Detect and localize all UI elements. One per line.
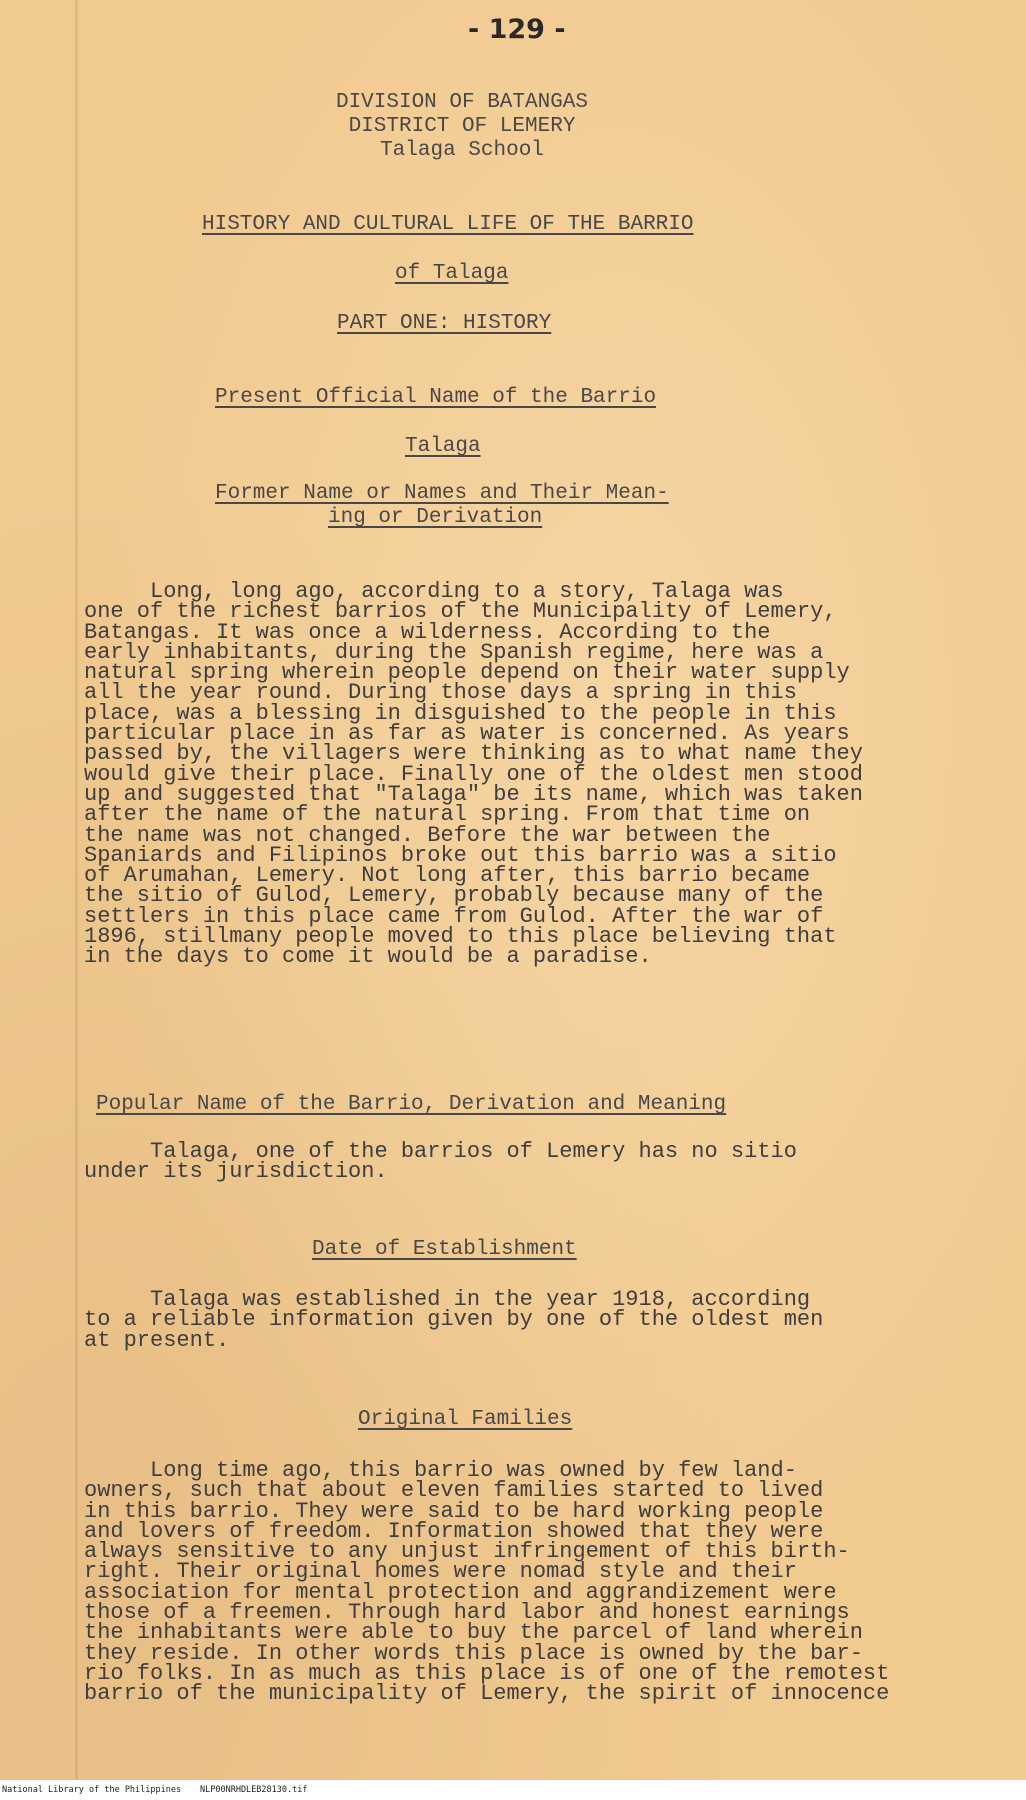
text-line: owners, such that about eleven families started to lived bbox=[84, 1478, 824, 1504]
official-name-heading: Present Official Name of the Barrio bbox=[215, 386, 657, 409]
footer-library: National Library of the Philippines bbox=[2, 1785, 182, 1795]
scan-footer bbox=[0, 1780, 1026, 1800]
text-line: Spaniards and Filipinos broke out this barrio was a sitio bbox=[84, 842, 837, 868]
text-line: they reside. In other words this place is owned by the bar- bbox=[84, 1640, 863, 1666]
families-heading: Original Families bbox=[358, 1408, 573, 1431]
part-one-title: PART ONE: HISTORY bbox=[337, 312, 552, 335]
former-name-heading-line1: Former Name or Names and Their Mean- bbox=[215, 482, 669, 505]
text-line: all the year round. During those days a spring in this bbox=[84, 680, 797, 706]
page-number: - 129 - bbox=[468, 14, 566, 45]
former-name-heading-line2: ing or Derivation bbox=[328, 506, 543, 529]
footer-file: NLP00NRHDLEB28130.tif bbox=[200, 1785, 308, 1795]
former-name-paragraph bbox=[84, 579, 1004, 970]
text-line: one of the richest barrios of the Municipality of Lemery, bbox=[84, 599, 837, 625]
text-line: after the name of the natural spring. From that time on bbox=[84, 802, 811, 828]
text-line: passed by, the villagers were thinking as to what name they bbox=[84, 741, 863, 767]
text-line: Talaga was established in the year 1918, according bbox=[84, 1287, 811, 1312]
text-line: Talaga, one of the barrios of Lemery has no sitio bbox=[84, 1139, 797, 1164]
popular-name-paragraph bbox=[84, 1139, 1004, 1185]
official-name-value: Talaga bbox=[405, 435, 481, 458]
text-line: in this barrio. They were said to be hard working people bbox=[84, 1498, 824, 1524]
text-line: those of a freemen. Through hard labor and honest earnings bbox=[84, 1600, 850, 1626]
text-line: right. Their original homes were nomad style and their bbox=[84, 1559, 797, 1585]
text-line: of Arumahan, Lemery. Not long after, this barrio became bbox=[84, 863, 811, 889]
families-paragraph bbox=[84, 1458, 1004, 1707]
date-paragraph bbox=[84, 1287, 1004, 1353]
text-line: association for mental protection and aggrandizement were bbox=[84, 1579, 837, 1605]
page-fold-shadow bbox=[75, 0, 78, 1780]
text-line: to a reliable information given by one of the oldest men bbox=[84, 1307, 824, 1333]
text-line: settlers in this place came from Gulod. After the war of bbox=[84, 903, 824, 929]
text-line: would give their place. Finally one of the oldest men stood bbox=[84, 761, 863, 787]
text-line: Long time ago, this barrio was owned by few land- bbox=[84, 1458, 797, 1483]
date-heading: Date of Establishment bbox=[312, 1238, 577, 1261]
text-line: 1896, stillmany people moved to this place believing that bbox=[84, 924, 837, 950]
document-header bbox=[262, 91, 662, 163]
text-line: place, was a blessing in disguished to the people in this bbox=[84, 700, 837, 726]
history-title: HISTORY AND CULTURAL LIFE OF THE BARRIO bbox=[202, 213, 694, 236]
text-line: under its jurisdiction. bbox=[84, 1159, 388, 1185]
text-line: and lovers of freedom. Information showed that they were bbox=[84, 1518, 824, 1544]
text-line: the name was not changed. Before the war between the bbox=[84, 822, 771, 848]
text-line: at present. bbox=[84, 1327, 230, 1353]
text-line: rio folks. In as much as this place is of one of the remotest bbox=[84, 1660, 890, 1686]
text-line: up and suggested that "Talaga" be its name, which was taken bbox=[84, 781, 863, 807]
text-line: natural spring wherein people depend on their water supply bbox=[84, 660, 850, 686]
barrio-subtitle: of Talaga bbox=[395, 262, 509, 285]
text-line: in the days to come it would be a paradise. bbox=[84, 944, 652, 970]
popular-name-heading: Popular Name of the Barrio, Derivation and Meaning bbox=[96, 1093, 727, 1116]
text-line: the sitio of Gulod, Lemery, probably because many of the bbox=[84, 883, 824, 909]
division-line: DIVISION OF BATANGAS bbox=[335, 91, 589, 114]
text-line: always sensitive to any unjust infringement of this birth- bbox=[84, 1539, 850, 1565]
district-line: DISTRICT OF LEMERY bbox=[348, 115, 576, 138]
text-line: particular place in as far as water is concerned. As years bbox=[84, 721, 850, 747]
text-line: barrio of the municipality of Lemery, the spirit of innocence bbox=[84, 1681, 890, 1707]
text-line: Long, long ago, according to a story, Talaga was bbox=[84, 579, 784, 604]
text-line: Batangas. It was once a wilderness. According to the bbox=[84, 619, 771, 645]
text-line: the inhabitants were able to buy the parcel of land wherein bbox=[84, 1620, 863, 1646]
school-line: Talaga School bbox=[380, 139, 544, 162]
text-line: early inhabitants, during the Spanish regime, here was a bbox=[84, 639, 824, 665]
